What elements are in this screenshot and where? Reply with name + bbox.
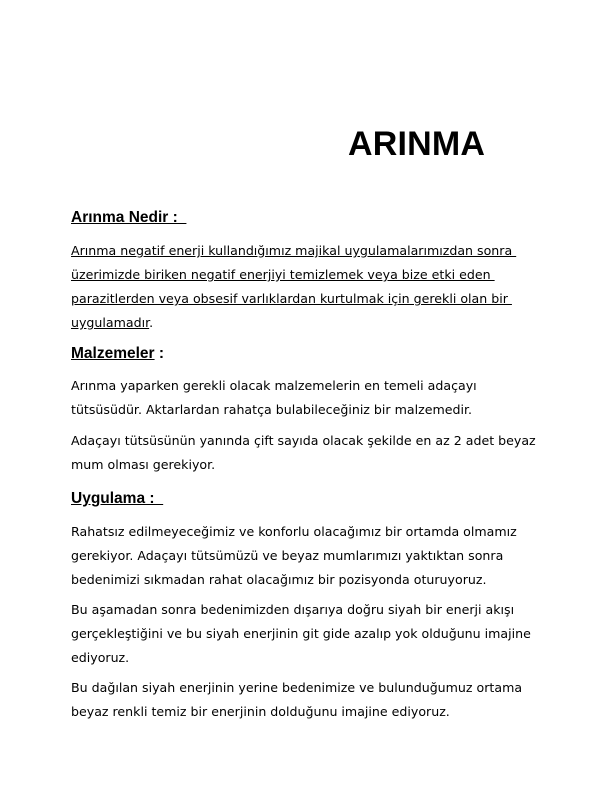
paragraph-line: tütsüsüdür. Aktarlardan rahatça bulabileceğiniz bir malzemedir. xyxy=(71,402,472,417)
paragraph-malzemeler-2 xyxy=(71,429,551,477)
paragraph-arinma-definition xyxy=(71,239,551,335)
paragraph-line: uygulamadır. xyxy=(71,315,154,330)
paragraph-malzemeler-1 xyxy=(71,374,551,422)
heading-suffix: : xyxy=(154,345,165,362)
paragraph-line: mum olması gerekiyor. xyxy=(71,457,216,472)
heading-text: Uygulama : xyxy=(71,490,164,507)
paragraph-line: ediyoruz. xyxy=(71,650,130,665)
paragraph-line: gerekiyor. Adaçayı tütsümüzü ve beyaz mumlarımızı yaktıktan sonra xyxy=(71,548,504,563)
section-heading-arinma-nedir xyxy=(71,208,186,228)
paragraph-uygulama-3 xyxy=(71,676,551,724)
section-heading-uygulama xyxy=(71,489,163,509)
document-title: ARINMA xyxy=(348,125,486,163)
paragraph-line: üzerimizde biriken negatif enerjiyi temizlemek veya bize etki eden xyxy=(71,267,495,282)
paragraph-line: bedenimizi sıkmadan rahat olacağımız bir pozisyonda oturuyoruz. xyxy=(71,572,487,587)
paragraph-uygulama-2 xyxy=(71,598,551,670)
paragraph-line: Rahatsız edilmeyeceğimiz ve konforlu olacağımız bir ortamda olmamız xyxy=(71,524,517,539)
section-heading-malzemeler xyxy=(71,344,164,364)
paragraph-line: beyaz renkli temiz bir enerjinin dolduğunu imajine ediyoruz. xyxy=(71,704,450,719)
paragraph-line: Bu aşamadan sonra bedenimizden dışarıya doğru siyah bir enerji akışı xyxy=(71,602,515,617)
paragraph-line: Arınma negatif enerji kullandığımız majikal uygulamalarımızdan sonra xyxy=(71,243,517,258)
paragraph-uygulama-1 xyxy=(71,520,551,592)
paragraph-line: parazitlerden veya obsesif varlıklardan kurtulmak için gerekli olan bir xyxy=(71,291,512,306)
paragraph-line: gerçekleştiğini ve bu siyah enerjinin git gide azalıp yok olduğunu imajine xyxy=(71,626,531,641)
heading-text: Malzemeler xyxy=(71,345,155,362)
heading-text: Arınma Nedir : xyxy=(71,209,187,226)
paragraph-line: Bu dağılan siyah enerjinin yerine bedenimize ve bulunduğumuz ortama xyxy=(71,680,523,695)
paragraph-line: Adaçayı tütsüsünün yanında çift sayıda olacak şekilde en az 2 adet beyaz xyxy=(71,433,536,448)
paragraph-line: Arınma yaparken gerekli olacak malzemelerin en temeli adaçayı xyxy=(71,378,477,393)
paragraph-end-punctuation: . xyxy=(149,315,154,330)
